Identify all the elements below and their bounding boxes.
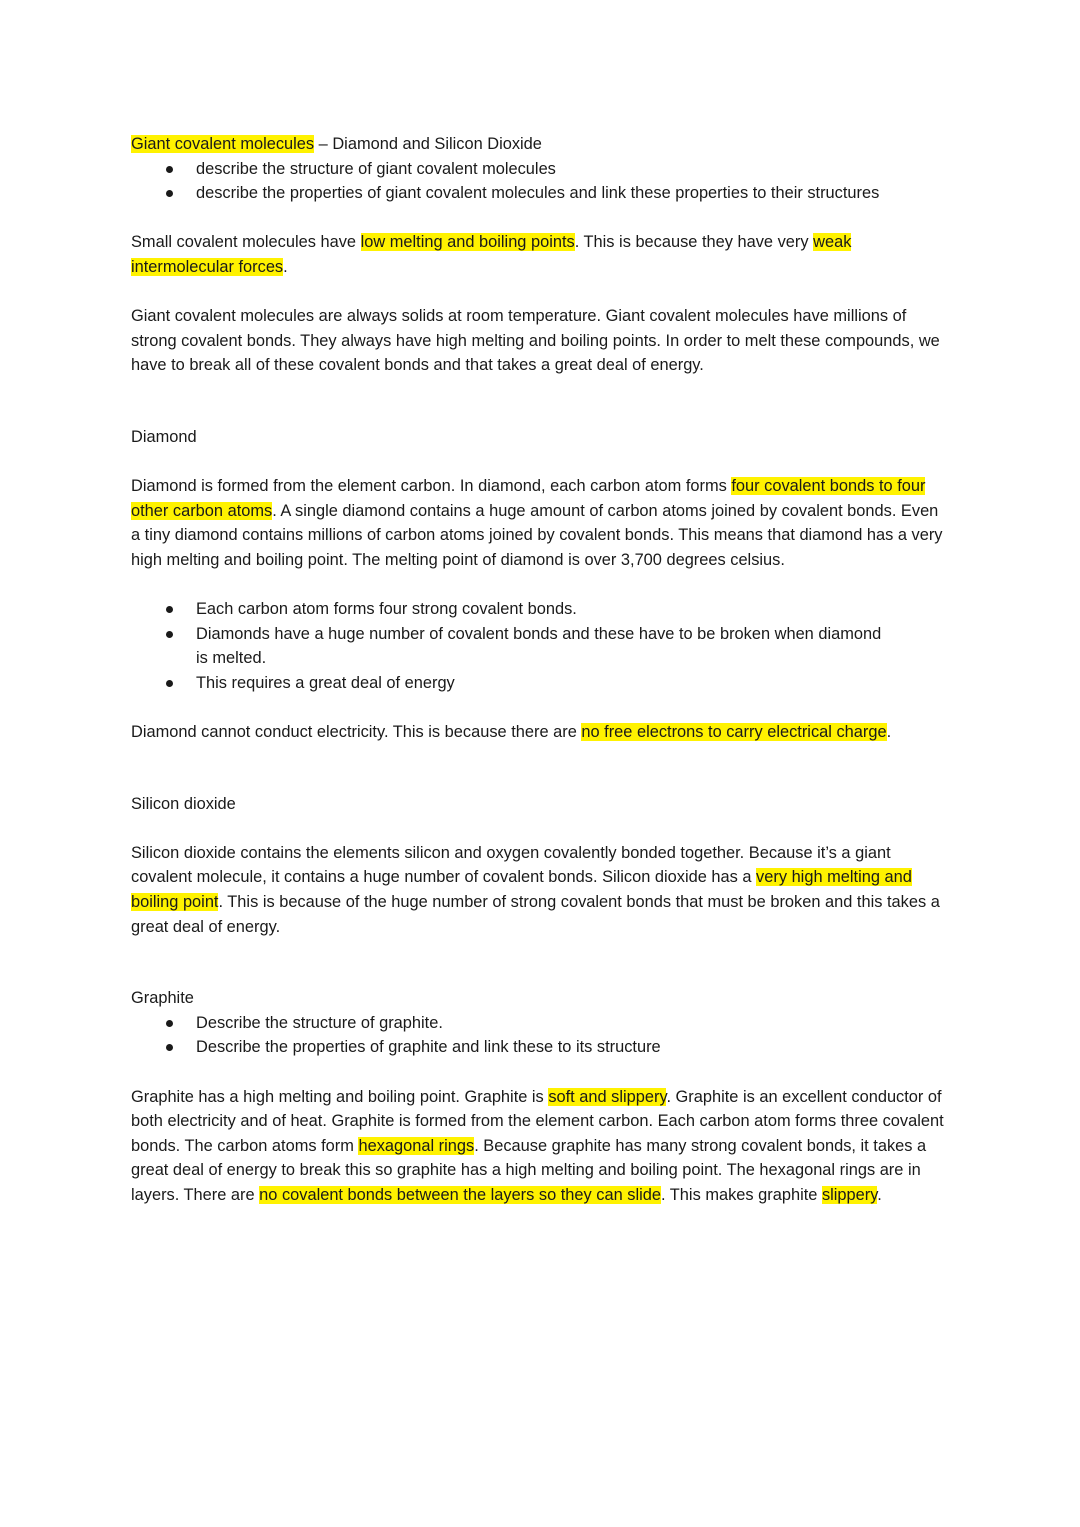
list-item: Each carbon atom forms four strong covalent bonds. bbox=[196, 597, 950, 622]
highlight: hexagonal rings bbox=[358, 1136, 475, 1155]
highlight: very high melting and boiling point bbox=[131, 868, 912, 912]
highlight: weak intermolecular forces bbox=[131, 233, 852, 276]
highlight: no covalent bonds between the layers so they can slide bbox=[259, 1185, 661, 1204]
paragraph-small-covalent: Small covalent molecules have low melting and boiling points. This is because they have very weak intermolecular forces. bbox=[131, 233, 852, 276]
paragraph-diamond: Diamond is formed from the element carbon. In diamond, each carbon atom forms four covalent bonds to four other carbon atoms. A single diamond contains a huge amount of carbon atoms joined by covalent bonds. Even a tiny diamond contains millions of carbon atoms joined by covalent bonds. This means that diamond has a very high melting and boiling point. The melting point of diamond is over 3,700 degrees celsius. bbox=[131, 477, 943, 569]
graphite-objectives bbox=[131, 1011, 950, 1060]
list-item: This requires a great deal of energy bbox=[196, 671, 950, 696]
objectives-list bbox=[131, 157, 950, 206]
paragraph-silicon-dioxide: Silicon dioxide contains the elements silicon and oxygen covalently bonded together. Because it’s a giant covalent molecule, it contains a huge number of covalent bonds. Silicon dioxide has a very high melting and boiling point. This is because of the huge number of strong covalent bonds that must be broken and this takes a great deal of energy. bbox=[131, 843, 940, 936]
section-heading-diamond: Diamond bbox=[131, 427, 197, 446]
list-item: Describe the structure of graphite. bbox=[196, 1011, 950, 1036]
paragraph-graphite: Graphite has a high melting and boiling point. Graphite is soft and slippery. Graphite is an excellent conductor of both electricity and of heat. Graphite is formed from the element carbon. Each carbon atom forms three covalent bonds. The carbon atoms form hexagonal rings. Because graphite has many strong covalent bonds, it takes a great deal of energy to break this so graphite has a high melting and boiling point. The hexagonal rings are in layers. There are no covalent bonds between the layers so they can slide. This makes graphite slippery. bbox=[131, 1087, 944, 1204]
highlight: soft and slippery bbox=[548, 1087, 667, 1106]
page-title: Giant covalent molecules – Diamond and Silicon Dioxide bbox=[131, 135, 542, 153]
paragraph-diamond-conductivity: Diamond cannot conduct electricity. This is because there are no free electrons to carry electrical charge. bbox=[131, 723, 892, 742]
section-heading-graphite: Graphite bbox=[131, 989, 194, 1008]
list-item: Diamonds have a huge number of covalent bonds and these have to be broken when diamond is melted. bbox=[196, 622, 896, 671]
diamond-bullets bbox=[131, 597, 950, 695]
list-item: Describe the properties of graphite and link these to its structure bbox=[196, 1035, 950, 1060]
highlight: slippery bbox=[821, 1185, 878, 1204]
paragraph-giant-covalent: Giant covalent molecules are always solids at room temperature. Giant covalent molecules have millions of strong covalent bonds. They always have high melting and boiling points. In order to melt these compounds, we have to break all of these covalent bonds and that takes a great deal of energy. bbox=[131, 307, 940, 375]
section-heading-silicon-dioxide: Silicon dioxide bbox=[131, 794, 236, 813]
list-item: describe the properties of giant covalent molecules and link these properties to their structures bbox=[196, 181, 896, 206]
highlight: four covalent bonds to four other carbon atoms bbox=[131, 477, 926, 520]
highlight: no free electrons to carry electrical charge bbox=[581, 723, 887, 742]
list-item: describe the structure of giant covalent molecules bbox=[196, 157, 950, 182]
highlight: low melting and boiling points bbox=[360, 233, 575, 252]
highlight: Giant covalent molecules bbox=[131, 135, 315, 153]
